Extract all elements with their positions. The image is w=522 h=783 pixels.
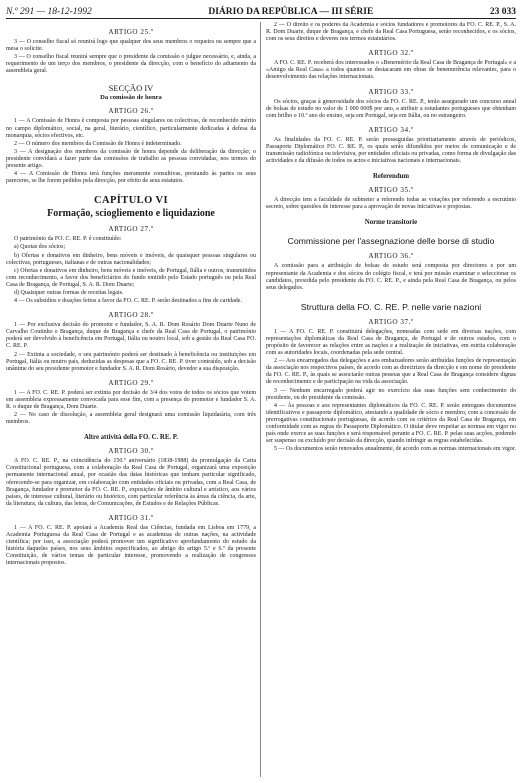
paragraph: A FO. C. RE. P., na coincidência do 150.º aniversário (1838-1988) da promulgação da Carta Constitucional portuguesa, com a colaboração da Real Casa de Portugal, organizará uma exposição permanente internacional anual, por ocasião das datas históricas que tenham particular significado, oferecendo-se para organizar, em colaboração com entidades oficiais ou privadas, com a Real Casa, de Bragança, fundador e promotor da FO. C. RE. P., exposições de âmbito cultural e artístico, aos vários países, de interesse cultural, literário ou histórico, com particular referência às áreas da ciência, da arte, da literatura, da cultura, das letras, de Comunicações, de Estudos e de Relações Públicas.	[6, 458, 256, 507]
paragraph: 2 — Aos encarregados das delegações e aos embaixadores serão atribuídas funções de representação da associação nos respectivos países, de acordo com as directrizes da direcção e em nome do presidente da FO. C. RE. P., às quais se associarão outras pessoas que a Real Casa de Bragança considere dignas de reconhecimento e de participação na vida da associação.	[266, 358, 516, 386]
paragraph: 1 — A FO. C. RE. P. poderá ser extinta por decisão de 3/4 dos votos de todos os sócios que votem em assembleia expressamente convocada para esse fim, com a presença do promotor e fundador S. A. R. o duque de Bragança, Dom Duarte.	[6, 389, 256, 410]
paragraph: 4 — A Comissão de Honra terá funções meramente consultivas, prestando às partes os seus pareceres, se lhe forem pedidos pela direcção, por efeito de seus estatutos.	[6, 171, 256, 185]
paragraph: Os sócios, graças à generosidade dos sócios da FO. C. RE. P., terão assegurado um concurso anual de bolsas de estudo no valor de 1 000 000$ por ano, a atribuir a estudantes portugueses que obtenham com brilho o 10.º ano do ensino, seja em Portugal, seja em Itália, ou no estrangeiro.	[266, 98, 516, 119]
chapter-heading: CAPÍTULO VI	[94, 195, 168, 207]
subsection-heading: Referendum	[372, 173, 410, 181]
article-heading: ARTIGO 25.º	[108, 28, 154, 36]
chapter-subheading: Formação, sciogliemento e liquidazione	[47, 208, 215, 220]
article-heading: ARTIGO 26.º	[108, 107, 154, 116]
paragraph: 3 — Nenhum encarregado poderá agir no exercício das suas funções sem conhecimento do presidente, ou do presidente da comissão.	[266, 387, 516, 401]
header-rule	[6, 18, 516, 19]
paragraph: 2 — O número dos membros da Comissão de Honra é indeterminado.	[14, 140, 182, 147]
article-heading: ARTIGO 35.º	[368, 186, 414, 195]
paragraph: 4 — Às pessoas e aos representantes diplomáticos da FO. C. RE. P. serão entregues documentos identificativos e passaporte diplomático, atestando a qualidade de sócio e membro, com a concessão de prerrogativas constitucionais portuguesas, de acordo com os critérios da Real Casa de Bragança, em conformidade com as regras do Passaporte Diplomático. O titular deve respeitar as normas em vigor no país onde exerce as suas funções e será responsável perante a FO. C. RE. P. pelas suas acções, podendo ser suspenso ou excluído por decisão da direcção, quando infringir as regras estabelecidas.	[266, 402, 516, 445]
header-page-number: 23 033	[489, 7, 516, 17]
paragraph: 4 — Os subsídios e doações feitos a favor da FO. C. RE. P. serão destinados a fins de caridade.	[14, 298, 242, 305]
paragraph: 1 — A Comissão de Honra é composta por pessoas singulares ou colectivas, de reconhecido mérito no campo diplomático, social, na geral, literário, científico, particularmente dedicadas à defesa da monarquia, sócios efectivos, etc.	[6, 118, 256, 139]
paragraph: A comissão para a atribuição de bolsas de estudo será composta por directores e por um representante da Academia e dos sócios do colégio fiscal, e terá por missão examinar e seleccionar os candidatos, presidida pelo presidente da FO. C. RE. P., e ainda pela Real Casa de Bragança, ou pelos seus delegados.	[266, 263, 516, 291]
right-column	[266, 22, 516, 779]
paragraph: 5 — Os documentos serão renovados anualmente, de acordo com as normas internacionais em vigor.	[274, 446, 516, 453]
section-subheading: Da comissão de honra	[100, 94, 162, 102]
paragraph: 3 — O conselho fiscal só reunirá logo que qualquer dos seus membros o requeira ou sempre que a mesa o solicite.	[6, 39, 256, 53]
article-heading: ARTIGO 34.º	[368, 125, 414, 134]
article-heading: ARTIGO 30.º	[108, 447, 154, 456]
article-heading: ARTIGO 36.º	[368, 252, 414, 261]
article-heading: ARTIGO 31.º	[108, 513, 154, 522]
paragraph: As finalidades da FO. C. RE. P. serão prosseguidas prioritariamente através de periódicos, Passaporte Diplomático FO. C. RE. P., os quais serão difundidos por meios de comunicação e de transmissão radiofónica ou televisiva, por entidades oficiais ou privadas, como forma de divulgação das actividades e da difusão de todos os actos e iniciativas nacionais e internacionais.	[266, 136, 516, 165]
section-heading: SECÇÃO IV	[108, 83, 154, 94]
commission-heading: Commissione per l'assegnazione delle borse di studio	[287, 236, 495, 247]
paragraph: d) Quaisquer outras formas de receitas legais.	[14, 289, 124, 296]
paragraph: a) Quotas dos sócios;	[14, 244, 66, 251]
paragraph: b) Ofertas e donativos em dinheiro, bens móveis e imóveis, de quaisquer pessoas singulares ou colectivas, portugueses, italianas e de outras nacionalidades;	[6, 252, 256, 266]
paragraph: 2 — Extinta a sociedade, o seu património poderá ser destinado à beneficência ou instituições em Portugal, Itália ou noutro país, deduzidas as despesas que a FO. C. RE. P. tiver contraído, sob a decisão unânime do seu presidente promotor e fundador S. A. R. Dom Rosário, devedor a sua disposição.	[6, 351, 256, 372]
header-issue-date: N.º 291 — 18-12-1992	[6, 7, 92, 17]
structure-heading: Struttura della FO. C. RE. P. nelle varie nazioni	[300, 301, 482, 312]
paragraph: O património da FO. C. RE. P. é constituído:	[14, 236, 122, 243]
header-journal-title: DIÁRIO DA REPÚBLICA — III SÉRIE	[208, 7, 374, 17]
paragraph: 3 — A designação dos membros da comissão de honra depende da deliberação da direcção; o presidente convidará a fazer parte das comissões de trabalho as pessoas convidadas, nos termos do presente artigo.	[6, 148, 256, 170]
paragraph: 1 — A FO. C. RE. P. constituirá delegações, nomeadas com sede em diversas nações, com representações diplomáticas da Real Casa de Bragança, de Portugal e de outros estados, com o propósito de favorecer as relações entre as nações e a realização de iniciativas, em estrita colaboração com as autoridades locais, coordenadas pela sede central.	[266, 328, 516, 357]
subsection-heading: Altre attività della FO. C. RE. P.	[83, 434, 178, 442]
article-heading: ARTIGO 27.º	[108, 225, 154, 234]
subsection-heading: Norme transitorie	[364, 219, 418, 227]
article-heading: ARTIGO 33.º	[368, 87, 414, 96]
paragraph: 1 — Por exclusiva decisão do promotor e fundador, S. A. R. Dom Rosário Dom Duarte Nuno de Carvalho Coutinho e Bragança, duque de Bragança e chefe da Real Casa de Portugal, o património poderá ser devolvido à beneficência em Portugal, Itália ou noutro local, sob a gestão da Real Casa FO. C. RE. P.	[6, 322, 256, 350]
left-column	[6, 22, 256, 779]
article-heading: ARTIGO 28.º	[108, 311, 154, 320]
paragraph: A direcção tem a faculdade de submeter a referendo todas as votações por referendo a escrutínio secreto, sobre questões de interesse para a aprovação de novas iniciativas e propostas.	[266, 197, 516, 211]
paragraph: 2 — No caso de dissolução, a assembleia geral designará uma comissão liquidatária, com três membros.	[6, 412, 256, 426]
page-header	[6, 3, 516, 17]
paragraph: 3 — O conselho fiscal reunirá sempre que o presidente da comissão o julgue necessário, e, ainda, a requerimento de um terço dos membros, o presidente da direcção, com o benefício do adiamento da assembleia geral.	[6, 54, 256, 75]
article-heading: ARTIGO 37.º	[368, 317, 414, 326]
paragraph: 2 — O direito e os poderes da Academia e sócios fundadores e promotores da FO. C. RE. P., S. A. R. Dom Duarte, duque de Bragança, e chefe da Real Casa Portuguesa, serão reconhecidos, e os sócios, com os seus direitos e deveres nos termos estatutários.	[266, 22, 516, 43]
paragraph: 1 — A FO. C. RE. P. apoiará a Academia Real das Ciências, fundada em Lisboa em 1779, a Academia Portuguesa da Real Casa de Portugal e as academias de outras nações, na actividade científica; por isso, a associação poderá promover um significativo aprofundamento do estudo da história daqueles países, nos seus âmbitos especificados, ao abrigo do artigo 5.º e 6.º da presente Constituição, de vários temas de particular interesse, promovendo a realização de congressos internacionais propostos.	[6, 524, 256, 567]
paragraph: A FO. C. RE. P. receberá dos interessados o «Benemérito da Real Casa de Bragança de Portugal» e a «Amigo da Real Casa» a todos quantos se destacaram em obras de benemerência relevantes, para o desenvolvimento das relações internacionais.	[266, 60, 516, 81]
article-heading: ARTIGO 29.º	[108, 378, 154, 387]
paragraph: c) Ofertas e donativos em dinheiro, bens móveis e imóveis, de Portugal, Itália e outros, transmitidos com reconhecimento, a favor dos beneficiários do fundo emitido pelo Estado português ou pela Real Casa de Bragança, de Portugal, S. A. R. Dom Duarte;	[6, 267, 256, 288]
article-heading: ARTIGO 32.º	[368, 49, 414, 58]
column-divider	[260, 22, 261, 777]
